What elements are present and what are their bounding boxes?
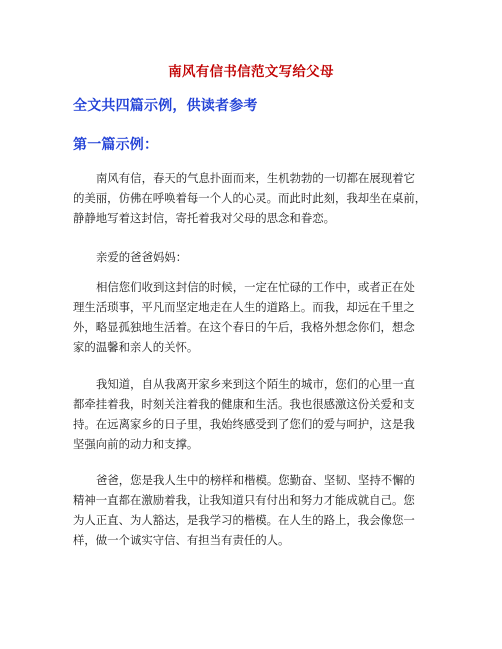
paragraph-4 — [73, 374, 438, 454]
paragraph-line: 家的温馨和亲人的关怀。 — [73, 340, 199, 354]
document-subtitle: 全文共四篇示例，供读者参考 — [73, 98, 258, 114]
paragraph-line: 持。在远离家乡的日子里，我始终感受到了您们的爱与呵护，这是我 — [73, 417, 415, 431]
paragraph-line: 精神一直都在激励着我，让我知道只有付出和努力才能成就自己。您 — [73, 493, 415, 507]
paragraph-line: 都牵挂着我，时刻关注着我的健康和生活。我也很感激这份关爱和支 — [73, 397, 415, 411]
paragraph-line: 外，略显孤独地生活着。在这个春日的午后，我格外想念你们，想念 — [73, 320, 415, 334]
paragraph-line: 相信您们收到这封信的时候，一定在忙碌的工作中，或者正在处 — [96, 280, 415, 294]
paragraph-line: 我知道，自从我离开家乡来到这个陌生的城市，您们的心里一直 — [96, 377, 415, 391]
paragraph-line: 理生活琐事，平凡而坚定地走在人生的道路上。而我，却远在千里之 — [73, 300, 415, 314]
paragraph-line: 南风有信，春天的气息扑面而来，生机勃勃的一切都在展现着它 — [96, 171, 415, 185]
paragraph-line: 的美丽，仿佛在呼唤着每一个人的心灵。而此时此刻，我却坐在桌前， — [73, 191, 427, 205]
paragraph-line: 静静地写着这封信，寄托着我对父母的思念和眷恋。 — [73, 211, 335, 225]
paragraph-line: 爸爸，您是我人生中的榜样和楷模。您勤奋、坚韧、坚持不懈的 — [96, 473, 415, 487]
paragraph-line: 为人正直、为人豁达，是我学习的楷模。在人生的路上，我会像您一 — [73, 513, 415, 527]
paragraph-line: 样，做一个诚实守信、有担当有责任的人。 — [73, 533, 290, 547]
section-heading: 第一篇示例： — [73, 137, 159, 153]
paragraph-2 — [73, 247, 438, 267]
paragraph-5 — [73, 470, 438, 550]
paragraph-line: 亲爱的爸爸妈妈： — [96, 250, 188, 264]
paragraph-3 — [73, 277, 438, 357]
paragraph-1 — [73, 168, 438, 228]
paragraph-line: 坚强向前的动力和支撑。 — [73, 437, 199, 451]
document-title: 南风有信书信范文写给父母 — [168, 64, 334, 80]
